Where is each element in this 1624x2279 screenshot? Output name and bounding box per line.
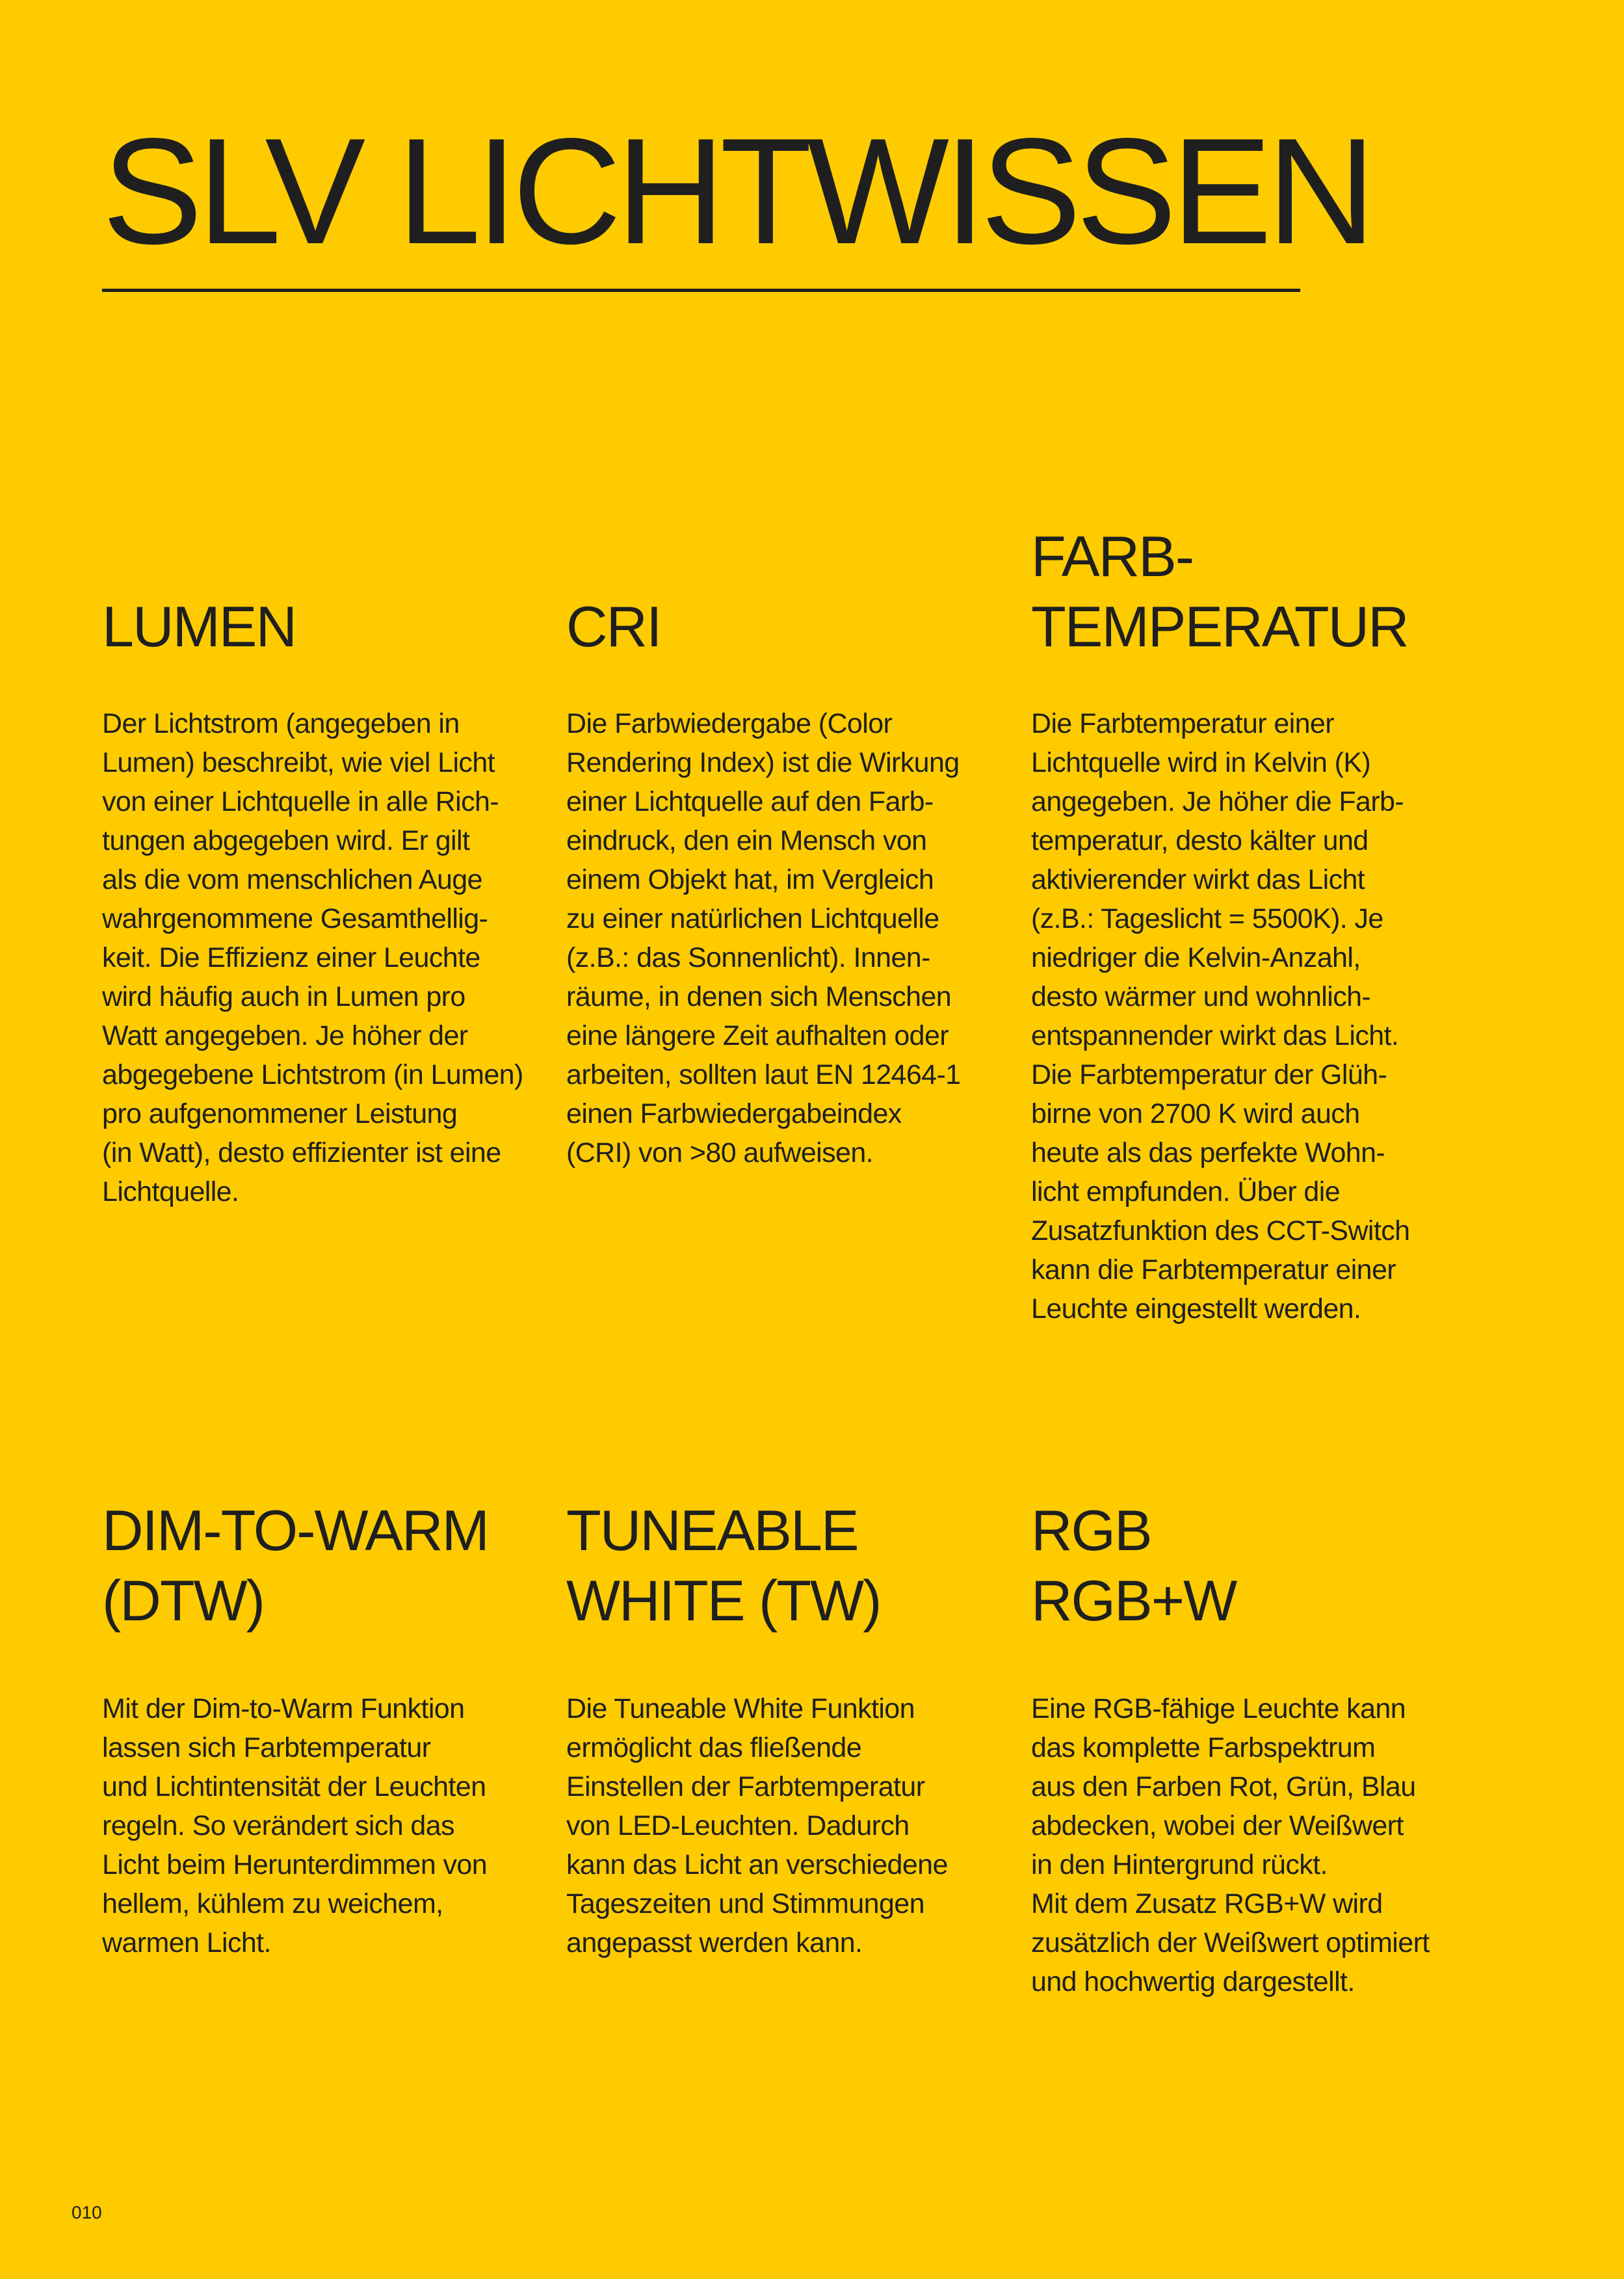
section-body-dim-to-warm: Mit der Dim-to-Warm Funktion lassen sich Farbtemperatur und Lichtintensität der Leuchten regeln. So verändert sich das Licht beim Herunterdimmen von hellem, kühlem zu weichem, warmen Licht. [102,1693,488,1958]
section-heading-dim-to-warm: DIM-TO-WARM (DTW) [102,1498,488,1633]
section-body-lumen: Der Lichtstrom (angegeben in Lumen) beschreibt, wie viel Licht von einer Lichtquelle in alle Rich- tungen abgegeben wird. Er gilt als die vom menschlichen Auge wahrgenommene Gesamthellig- keit. Die Effizienz einer Leuchte wird häufig auch in Lumen pro Watt angegeben. Je höher der abgegebene Lichtstrom (in Lumen) pro aufgenommener Leistung (in Watt), desto effizienter ist eine Lichtquelle. [102,708,523,1207]
section-body-farbtemperatur: Die Farbtemperatur einer Lichtquelle wird in Kelvin (K) angegeben. Je höher die Farb- temperatur, desto kälter und aktivierender wirkt das Licht (z.B.: Tageslicht = 5500K). Je niedriger die Kelvin-Anzahl, desto wärmer und wohnlich- entspannender wirkt das Licht. Die Farbtemperatur der Glüh- birne von 2700 K wird auch heute als das perfekte Wohn- licht empfunden. Über die Zusatzfunktion des CCT-Switch kann die Farbtemperatur einer Leuchte eingestellt werden. [1031,708,1410,1324]
section-body-tuneable-white: Die Tuneable White Funktion ermöglicht das fließende Einstellen der Farbtemperatur von LED-Leuchten. Dadurch kann das Licht an verschiedene Tageszeiten und Stimmungen angepasst werden kann. [566,1693,948,1958]
page-title: SLV LICHTWISSEN [102,107,1371,276]
title-divider [102,289,1300,292]
page-number: 010 [72,2202,102,2222]
section-heading-lumen: LUMEN [102,594,296,659]
section-heading-farbtemperatur: FARB- TEMPERATUR [1031,524,1408,659]
section-heading-rgb: RGB RGB+W [1031,1498,1237,1633]
section-heading-cri: CRI [566,594,661,659]
section-heading-tuneable-white: TUNEABLE WHITE (TW) [566,1498,881,1633]
section-body-rgb: Eine RGB-fähige Leuchte kann das komplette Farbspektrum aus den Farben Rot, Grün, Blau abdecken, wobei der Weißwert in den Hintergrund rückt. Mit dem Zusatz RGB+W wird zusätzlich der Weißwert optimiert und hochwertig dargestellt. [1031,1693,1430,1997]
section-body-cri: Die Farbwiedergabe (Color Rendering Index) ist die Wirkung einer Lichtquelle auf den Farb- eindruck, den ein Mensch von einem Objekt hat, im Vergleich zu einer natürlichen Lichtquelle (z.B.: das Sonnenlicht). Innen- räume, in denen sich Menschen eine längere Zeit aufhalten oder arbeiten, sollten laut EN 12464-1 einen Farbwiedergabeindex (CRI) von >80 aufweisen. [566,708,961,1168]
